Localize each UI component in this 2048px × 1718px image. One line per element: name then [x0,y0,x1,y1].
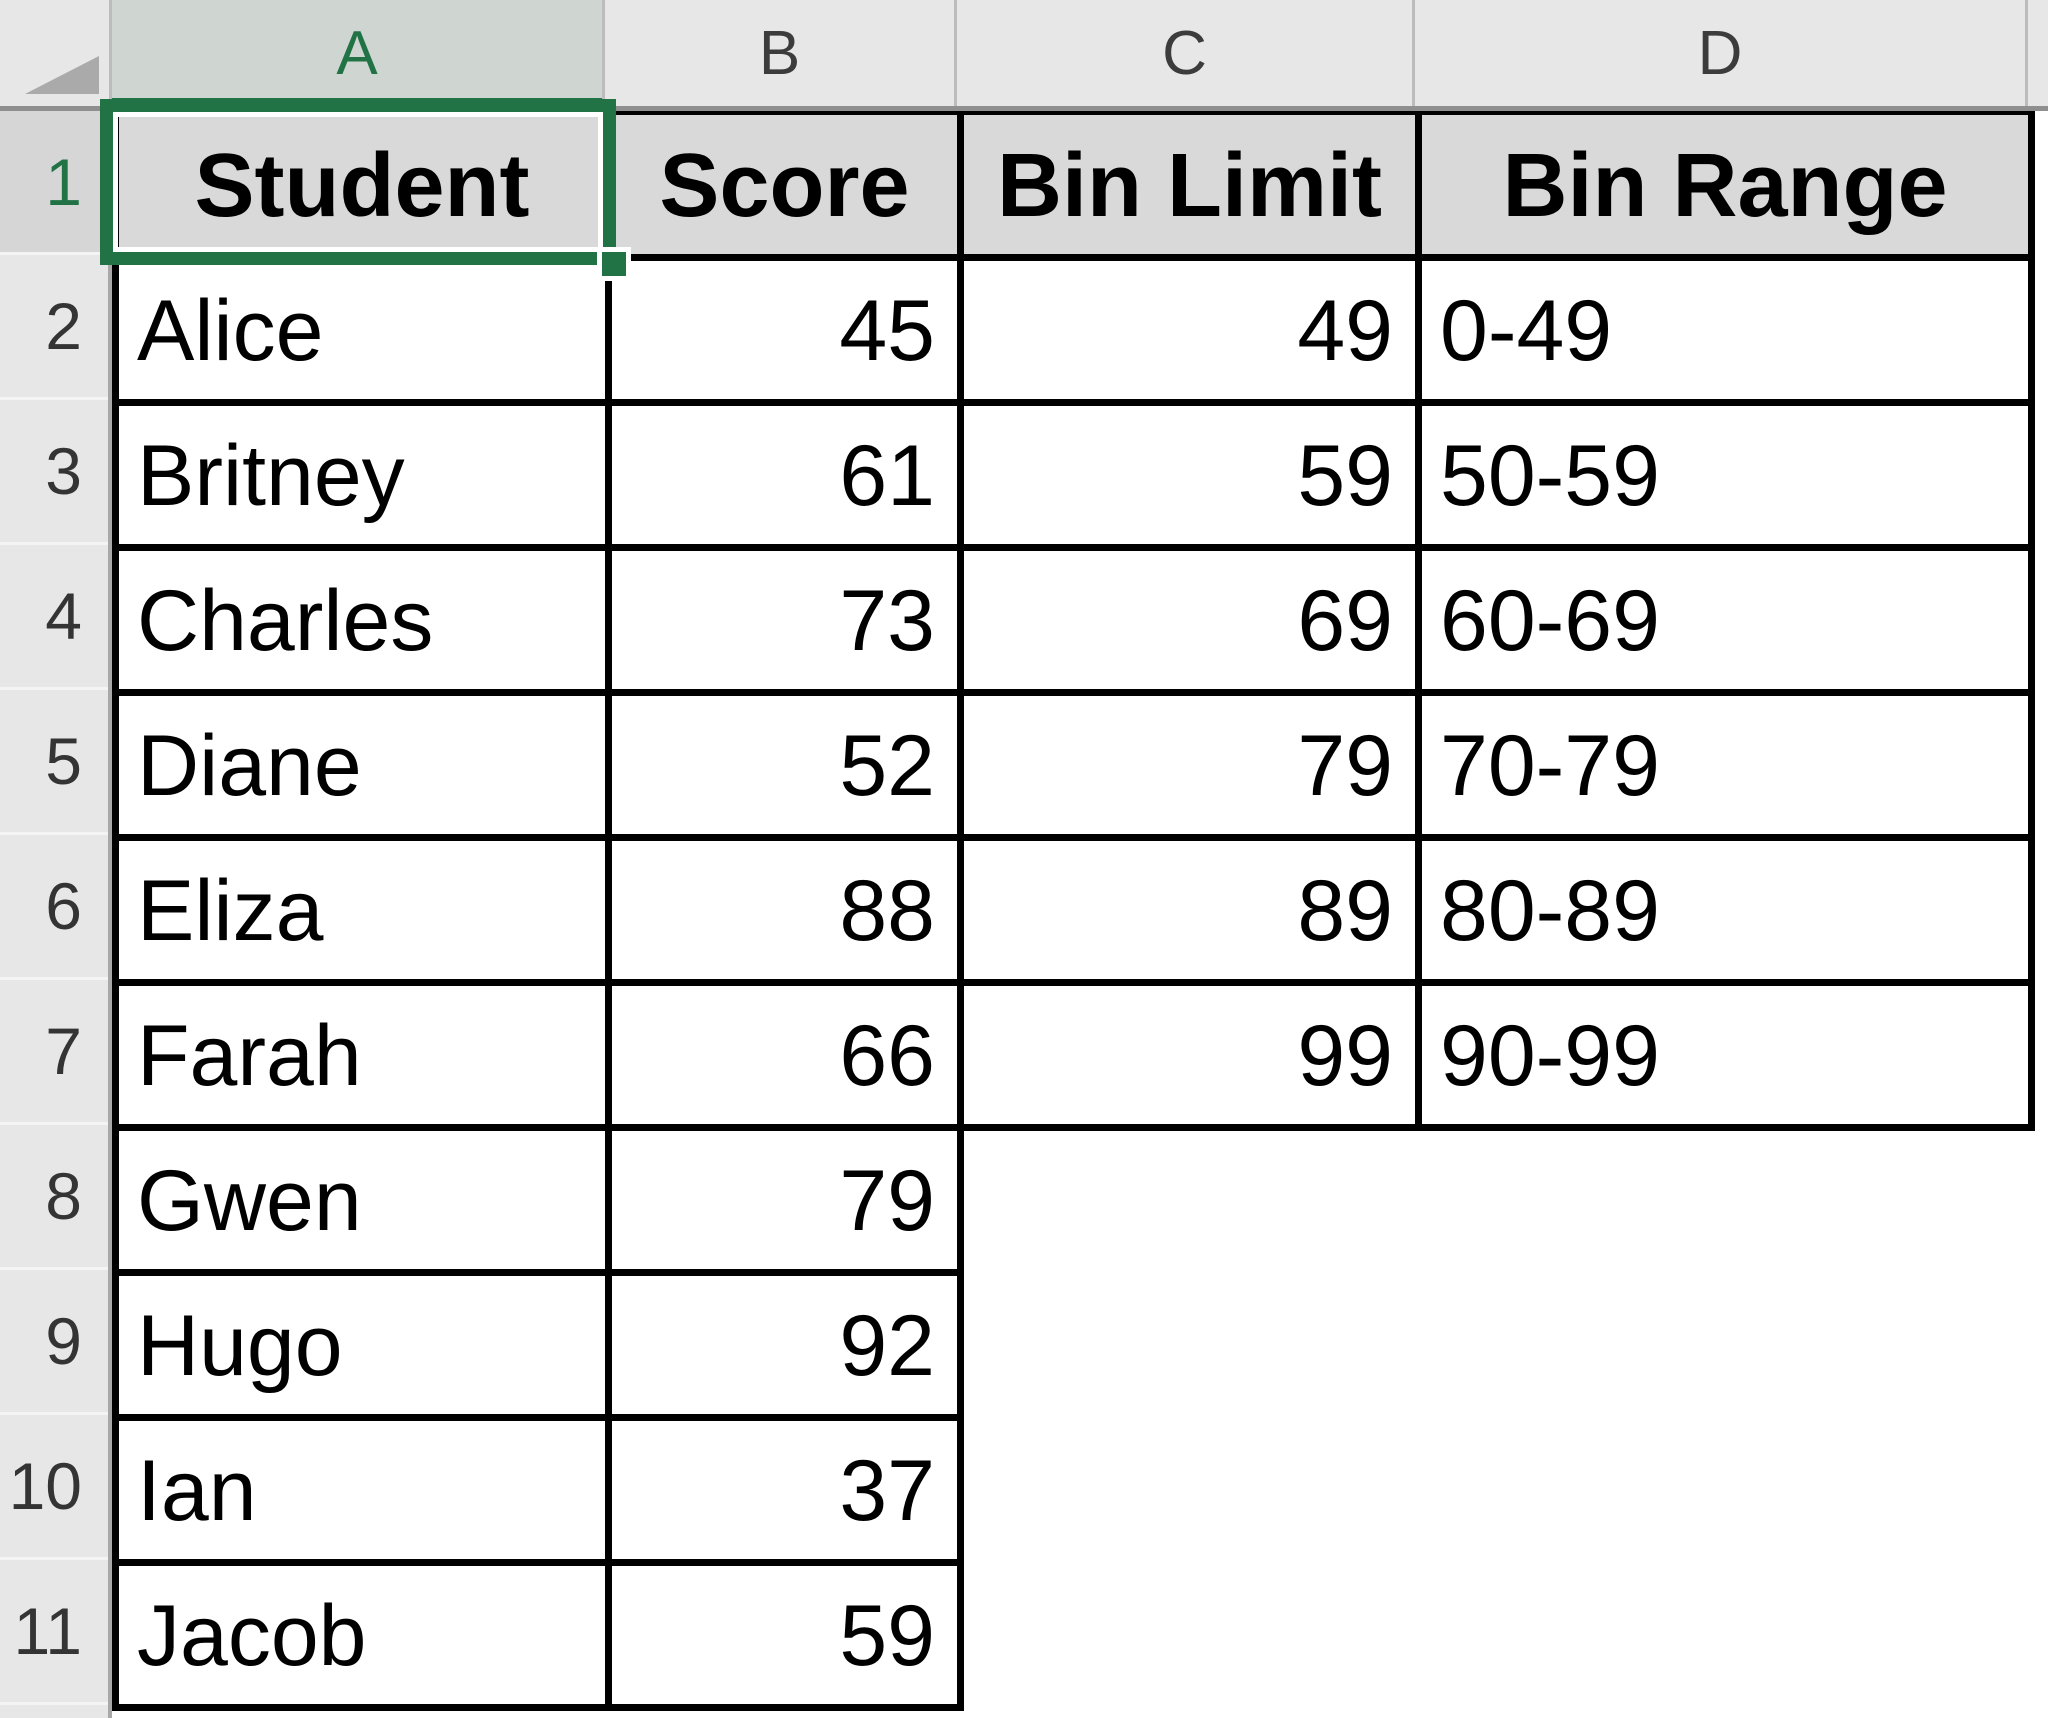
row-header-strip [0,111,112,1718]
cell-a11[interactable]: Jacob [116,1562,609,1707]
row-header-9[interactable]: 9 [0,1270,108,1415]
row-header-2[interactable]: 2 [0,255,108,400]
row-header-4[interactable]: 4 [0,545,108,690]
row-header-3[interactable]: 3 [0,400,108,545]
column-header-d[interactable]: D [1415,0,2028,106]
cell-b4[interactable]: 73 [609,547,961,692]
cell-d6[interactable]: 80-89 [1419,837,2032,982]
cell-a4[interactable]: Charles [116,547,609,692]
cell-a10[interactable]: Ian [116,1417,609,1562]
row-header-12-sliver[interactable] [0,1705,108,1718]
cell-c3[interactable]: 59 [961,402,1419,547]
cell-a3[interactable]: Britney [116,402,609,547]
fill-handle[interactable] [597,247,631,281]
row-header-5[interactable]: 5 [0,690,108,835]
cell-c1[interactable]: Bin Limit [961,113,1419,257]
select-all-corner[interactable] [0,0,112,106]
cell-b3[interactable]: 61 [609,402,961,547]
cell-a7[interactable]: Farah [116,982,609,1127]
cell-b6[interactable]: 88 [609,837,961,982]
cell-c10[interactable] [961,1417,1419,1562]
cell-b11[interactable]: 59 [609,1562,961,1707]
cell-d4[interactable]: 60-69 [1419,547,2032,692]
cell-d10[interactable] [1419,1417,2032,1562]
cell-d8[interactable] [1419,1127,2032,1272]
cell-c7[interactable]: 99 [961,982,1419,1127]
cell-b9[interactable]: 92 [609,1272,961,1417]
cell-a5[interactable]: Diane [116,692,609,837]
cell-d7[interactable]: 90-99 [1419,982,2032,1127]
row-header-8[interactable]: 8 [0,1125,108,1270]
select-all-triangle-icon [25,56,99,94]
cell-b1[interactable]: Score [609,113,961,257]
cell-d3[interactable]: 50-59 [1419,402,2032,547]
cell-c6[interactable]: 89 [961,837,1419,982]
column-header-strip [0,0,2048,111]
row-header-11[interactable]: 11 [0,1560,108,1705]
column-header-e-sliver[interactable] [2028,0,2048,106]
cell-c4[interactable]: 69 [961,547,1419,692]
cell-c9[interactable] [961,1272,1419,1417]
row-header-6[interactable]: 6 [0,835,108,980]
cell-d2[interactable]: 0-49 [1419,257,2032,402]
cell-a8[interactable]: Gwen [116,1127,609,1272]
cell-d9[interactable] [1419,1272,2032,1417]
cell-c5[interactable]: 79 [961,692,1419,837]
cell-b8[interactable]: 79 [609,1127,961,1272]
cell-d1[interactable]: Bin Range [1419,113,2032,257]
column-header-c[interactable]: C [957,0,1415,106]
cell-b2[interactable]: 45 [609,257,961,402]
cell-b5[interactable]: 52 [609,692,961,837]
cell-a6[interactable]: Eliza [116,837,609,982]
row-header-1[interactable]: 1 [0,111,108,255]
row-header-10[interactable]: 10 [0,1415,108,1560]
cell-d5[interactable]: 70-79 [1419,692,2032,837]
column-header-a[interactable]: A [112,0,605,106]
cell-a1[interactable]: Student [116,113,609,257]
cell-c8[interactable] [961,1127,1419,1272]
cell-a9[interactable]: Hugo [116,1272,609,1417]
row-header-7[interactable]: 7 [0,980,108,1125]
cell-b10[interactable]: 37 [609,1417,961,1562]
column-header-b[interactable]: B [605,0,957,106]
cell-c2[interactable]: 49 [961,257,1419,402]
cell-grid [112,111,2035,1711]
cell-d11[interactable] [1419,1562,2032,1707]
cell-a2[interactable]: Alice [116,257,609,402]
cell-b7[interactable]: 66 [609,982,961,1127]
cell-c11[interactable] [961,1562,1419,1707]
